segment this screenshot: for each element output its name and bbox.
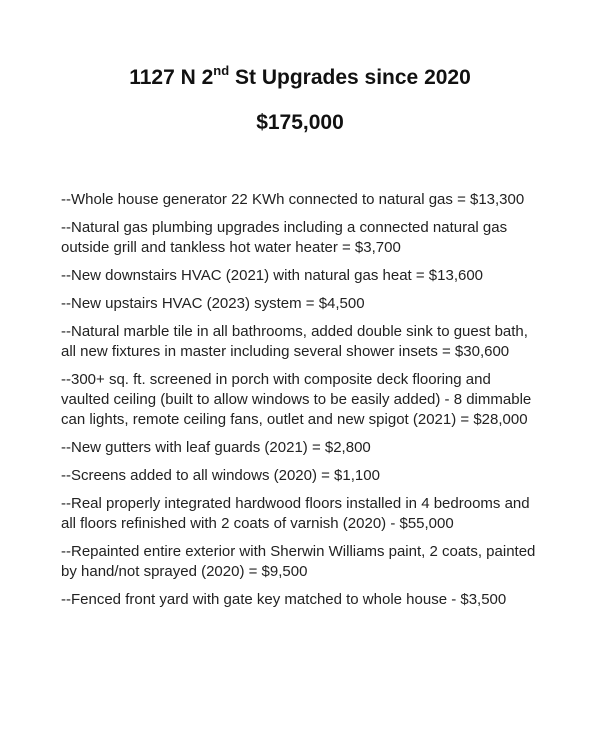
list-item: --Fenced front yard with gate key matched to whole house - $3,500 (61, 591, 507, 608)
list-item: --Whole house generator 22 KWh connected to natural gas = $13,300 (61, 191, 525, 208)
page-title (0, 63, 600, 90)
list-item: --New downstairs HVAC (2021) with natural gas heat = $13,600 (61, 267, 484, 284)
list-item: --Real properly integrated hardwood floors installed in 4 bedrooms and all floors refinished with 2 coats of varnish (2020) - $55,000 (61, 495, 530, 532)
title-prefix: 1127 N 2 (129, 66, 214, 89)
list-item: --Repainted entire exterior with Sherwin Williams paint, 2 coats, painted by hand/not sprayed (2020) = $9,500 (61, 543, 536, 580)
title-superscript: nd (213, 63, 230, 78)
list-item: --New gutters with leaf guards (2021) = $2,800 (61, 439, 371, 456)
title-suffix: St Upgrades since 2020 (229, 66, 471, 89)
list-item: --300+ sq. ft. screened in porch with composite deck flooring and vaulted ceiling (built to allow windows to be easily added) - 8 dimmable can lights, remote ceiling fans, outlet and new spigot (2021) = $28,000 (61, 371, 532, 428)
list-item: --Screens added to all windows (2020) = $1,100 (61, 467, 380, 484)
total-price: $175,000 (256, 111, 344, 134)
list-item: --Natural gas plumbing upgrades including a connected natural gas outside grill and tankless hot water heater = $3,700 (61, 219, 508, 256)
upgrade-list (61, 190, 541, 618)
list-item: --Natural marble tile in all bathrooms, added double sink to guest bath, all new fixtures in master including several shower insets = $30,600 (61, 323, 528, 360)
list-item: --New upstairs HVAC (2023) system = $4,500 (61, 295, 365, 312)
